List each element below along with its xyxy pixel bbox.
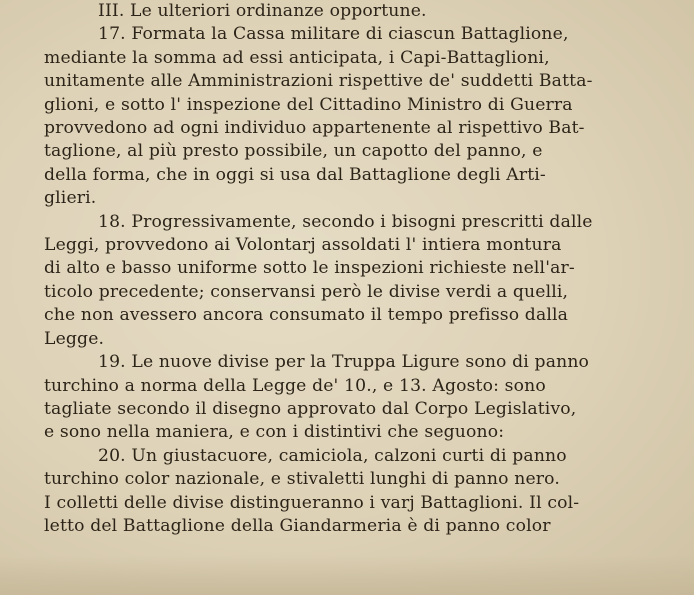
page-edge-shadow [0,555,694,595]
text-line: turchino a norma della Legge de' 10., e 13. Agosto: sono [44,375,546,396]
text-line: ticolo precedente; conservansi però le divise verdi a quelli, [44,281,569,302]
text-line: glioni, e sotto l' inspezione del Cittadino Ministro di Guerra [44,94,573,115]
text-line: provvedono ad ogni individuo appartenente al rispettivo Bat- [44,118,585,139]
text-line: letto del Battaglione della Giandarmeria è di panno color [44,515,551,536]
text-line: 17. Formata la Cassa militare di ciascun Battaglione, [98,24,569,45]
text-line: tagliate secondo il disegno approvato dal Corpo Legislativo, [44,398,577,419]
text-line: unitamente alle Amministrazioni rispettive de' suddetti Batta- [44,71,593,92]
text-line: taglione, al più presto possibile, un capotto del panno, e [44,141,543,162]
text-line: Leggi, provvedono ai Volontarj assoldati l' intiera montura [44,235,562,256]
text-line: I colletti delle divise distingueranno i varj Battaglioni. Il col- [44,492,580,513]
text-line: e sono nella maniera, e con i distintivi che seguono: [44,422,505,443]
text-line: di alto e basso uniforme sotto le inspezioni richieste nell'ar- [44,258,575,279]
text-line: della forma, che in oggi si usa dal Battaglione degli Arti- [44,164,546,185]
text-line: che non avessero ancora consumato il tempo prefisso dalla [44,305,569,326]
text-line: glieri. [44,188,97,209]
text-line: 20. Un giustacuore, camiciola, calzoni curti di panno [98,445,567,466]
text-line: Legge. [44,328,105,349]
page-text [44,0,674,538]
text-line: III. Le ulteriori ordinanze opportune. [98,1,427,21]
text-line: 18. Progressivamente, secondo i bisogni prescritti dalle [98,211,593,232]
text-line: 19. Le nuove divise per la Truppa Ligure sono di panno [98,352,590,373]
text-line: turchino color nazionale, e stivaletti lunghi di panno nero. [44,469,560,490]
text-line: mediante la somma ad essi anticipata, i Capi-Battaglioni, [44,47,550,68]
